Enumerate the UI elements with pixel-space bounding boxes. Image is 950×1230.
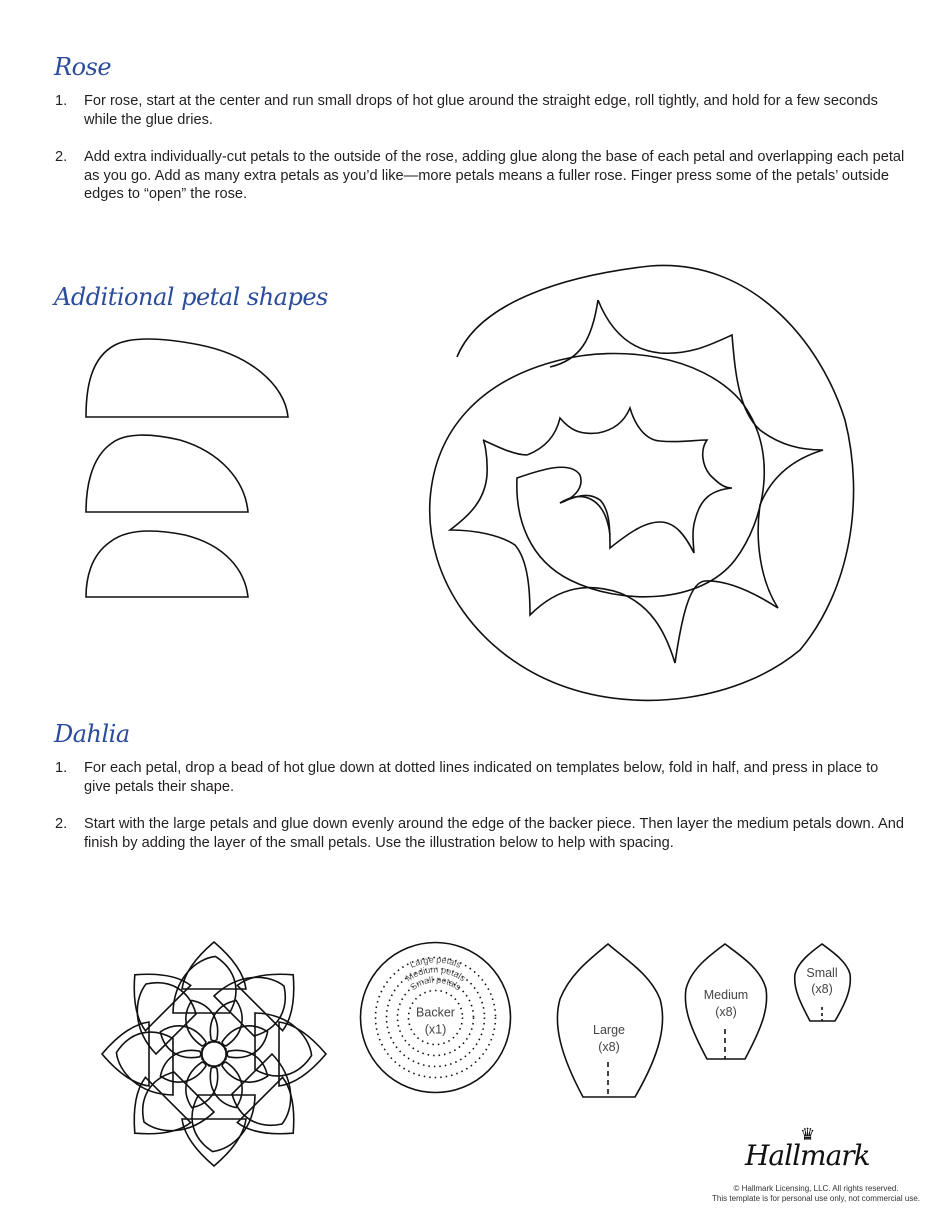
- copyright-text: © Hallmark Licensing, LLC. All rights reserved.: [733, 1184, 899, 1193]
- step-number: 2.: [55, 816, 68, 832]
- petal-shape-medium: [86, 435, 248, 512]
- dahlia-steps: [55, 759, 905, 871]
- ring-label-medium: Medium petals: [403, 964, 468, 984]
- large-petal-template: [555, 944, 665, 1100]
- step-text: Add extra individually-cut petals to the outside of the rose, adding glue along the base of each petal and overlapping each petal as you go. Add as many extra petals as you’d like—more petals means a fuller rose. Finger press some of the petals’ outside edges to “open” the rose.: [84, 149, 905, 202]
- petal-shape-small: [86, 531, 248, 597]
- middle-petals: [109, 949, 318, 1158]
- ring-label-small: Small petals: [408, 974, 463, 993]
- backer-qty: (x1): [424, 1022, 447, 1037]
- rose-spiral-template: [420, 260, 870, 710]
- step-text: For rose, start at the center and run small drops of hot glue around the straight edge, roll tightly, and hold for a few seconds while the glue dries.: [84, 93, 878, 128]
- dahlia-flower-illustration: [100, 940, 328, 1168]
- hallmark-logo: [745, 1125, 880, 1180]
- small-petal-template: [793, 944, 853, 1024]
- outer-petals: [102, 942, 326, 1166]
- brand-wordmark: Hallmark: [745, 1139, 870, 1172]
- medium-petal-template: [683, 944, 769, 1062]
- usage-text: This template is for personal use only, not commercial use.: [712, 1193, 920, 1203]
- additional-petals-heading: Additional petal shapes: [54, 283, 328, 311]
- step-number: 1.: [55, 760, 68, 776]
- dahlia-step-1: [55, 759, 905, 796]
- rose-heading: Rose: [54, 53, 112, 81]
- spiral-star-inner: [527, 408, 732, 553]
- large-label: Large: [593, 1023, 625, 1037]
- medium-qty: (x8): [715, 1005, 737, 1019]
- small-qty: (x8): [811, 982, 833, 996]
- backer-label: Backer: [416, 1005, 455, 1020]
- step-number: 2.: [55, 149, 68, 165]
- step-text: Start with the large petals and glue down evenly around the edge of the backer piece. Then layer the medium petals down. And finish by adding the layer of the small petals. Use the illustration below to help with spacing.: [84, 816, 904, 851]
- crown-icon: ♛: [800, 1125, 816, 1144]
- spiral-outer: [430, 265, 854, 700]
- large-qty: (x8): [598, 1040, 620, 1054]
- ring-label-large: Large petals: [408, 954, 463, 970]
- step-text: For each petal, drop a bead of hot glue down at dotted lines indicated on templates below, fold in half, and press in place to give petals their shape.: [84, 760, 879, 795]
- backer-template: [358, 940, 513, 1095]
- dahlia-heading: Dahlia: [54, 720, 130, 748]
- medium-label: Medium: [703, 988, 749, 1002]
- small-label: Small: [806, 966, 838, 980]
- dahlia-step-2: [55, 815, 905, 852]
- footer-legal: [712, 1184, 920, 1203]
- flower-center: [202, 1042, 226, 1066]
- petal-shape-large: [86, 339, 288, 417]
- step-number: 1.: [55, 93, 68, 109]
